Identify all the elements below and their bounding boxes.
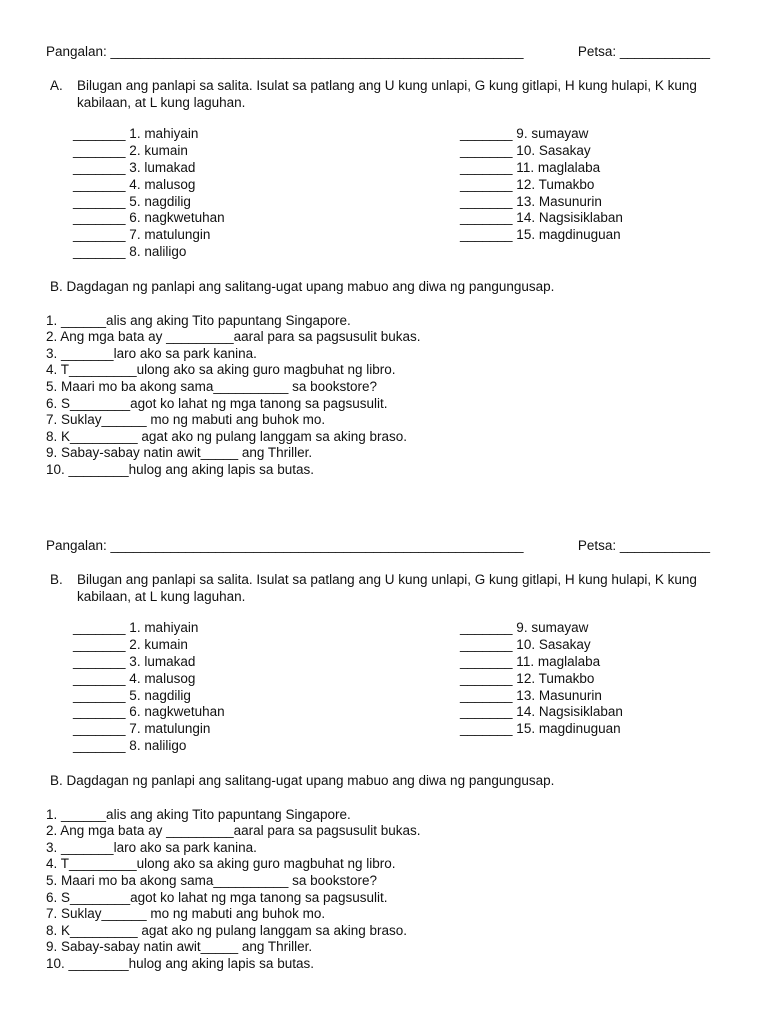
word-item: _______ 10. Sasakay bbox=[460, 637, 591, 653]
word-item: _______ 4. malusog bbox=[73, 670, 196, 686]
word-item: _______ 9. sumayaw bbox=[460, 126, 589, 142]
word-item: _______ 10. Sasakay bbox=[460, 143, 591, 159]
word-item: _______ 12. Tumakbo bbox=[460, 670, 595, 686]
word-item: _______ 7. matulungin bbox=[73, 721, 211, 737]
word-item: _______ 8. naliligo bbox=[73, 737, 187, 753]
sentence-item: 9. Sabay-sabay natin awit_____ ang Thriller. bbox=[46, 939, 313, 955]
sentence-item: 3. _______laro ako sa park kanina. bbox=[46, 345, 257, 361]
sentence-list bbox=[46, 807, 710, 973]
word-list-left bbox=[46, 620, 460, 754]
word-item: _______ 2. kumain bbox=[73, 143, 188, 159]
sentence-item: 7. Suklay______ mo ng mabuti ang buhok mo. bbox=[46, 412, 326, 428]
word-item: _______ 3. lumakad bbox=[73, 653, 196, 669]
word-item: _______ 2. kumain bbox=[73, 637, 188, 653]
part-a-letter: B. bbox=[50, 571, 63, 587]
sentence-item: 6. S________agot ko lahat ng mga tanong sa pagsusulit. bbox=[46, 889, 388, 905]
word-item: _______ 1. mahiyain bbox=[73, 620, 199, 636]
word-item: _______ 15. magdinuguan bbox=[460, 227, 621, 243]
word-item: _______ 5. nagdilig bbox=[73, 687, 191, 703]
sentence-item: 6. S________agot ko lahat ng mga tanong sa pagsusulit. bbox=[46, 395, 388, 411]
worksheet-bottom bbox=[46, 538, 710, 973]
sentence-item: 5. Maari mo ba akong sama__________ sa bookstore? bbox=[46, 872, 377, 888]
part-a-letter: A. bbox=[50, 77, 63, 93]
part-b-instruction: B. Dagdagan ng panlapi ang salitang-ugat upang mabuo ang diwa ng pangungusap. bbox=[50, 772, 555, 788]
sentence-item: 4. T_________ulong ako sa aking guro magbuhat ng libro. bbox=[46, 856, 396, 872]
part-a-text: Bilugan ang panlapi sa salita. Isulat sa patlang ang U kung unlapi, G kung gitlapi, H kung hulapi, K kung kabilaan, at L kung laguhan. bbox=[77, 571, 697, 604]
word-item: _______ 5. nagdilig bbox=[73, 193, 191, 209]
sentence-item: 10. ________hulog ang aking lapis sa butas. bbox=[46, 955, 314, 971]
name-field-label: Pangalan: _______________________________________________________ bbox=[46, 538, 524, 553]
sentence-item: 2. Ang mga bata ay _________aaral para sa pagsusulit bukas. bbox=[46, 823, 421, 839]
word-item: _______ 13. Masunurin bbox=[460, 687, 602, 703]
part-b-instruction: B. Dagdagan ng panlapi ang salitang-ugat upang mabuo ang diwa ng pangungusap. bbox=[50, 278, 555, 294]
part-a-instruction bbox=[46, 78, 710, 112]
word-item: _______ 7. matulungin bbox=[73, 227, 211, 243]
sentence-item: 8. K_________ agat ako ng pulang langgam sa aking braso. bbox=[46, 428, 408, 444]
sentence-item: 8. K_________ agat ako ng pulang langgam sa aking braso. bbox=[46, 922, 408, 938]
date-field-label: Petsa: ____________ bbox=[577, 538, 710, 553]
word-list bbox=[46, 126, 710, 260]
word-list-left bbox=[46, 126, 460, 260]
word-item: _______ 14. Nagsisiklaban bbox=[460, 704, 623, 720]
word-item: _______ 12. Tumakbo bbox=[460, 176, 595, 192]
sentence-item: 1. ______alis ang aking Tito papuntang Singapore. bbox=[46, 806, 351, 822]
word-item: _______ 1. mahiyain bbox=[73, 126, 199, 142]
worksheet-top bbox=[46, 44, 710, 479]
sentence-item: 5. Maari mo ba akong sama__________ sa bookstore? bbox=[46, 378, 377, 394]
sentence-item: 10. ________hulog ang aking lapis sa butas. bbox=[46, 461, 314, 477]
date-field-label: Petsa: ____________ bbox=[577, 44, 710, 59]
word-item: _______ 8. naliligo bbox=[73, 243, 187, 259]
word-item: _______ 15. magdinuguan bbox=[460, 721, 621, 737]
part-a-instruction bbox=[46, 572, 710, 606]
word-item: _______ 9. sumayaw bbox=[460, 620, 589, 636]
name-field-label: Pangalan: _______________________________________________________ bbox=[46, 44, 524, 59]
sentence-item: 3. _______laro ako sa park kanina. bbox=[46, 839, 257, 855]
word-item: _______ 11. maglalaba bbox=[460, 159, 601, 175]
word-item: _______ 6. nagkwetuhan bbox=[73, 210, 225, 226]
sentence-item: 1. ______alis ang aking Tito papuntang Singapore. bbox=[46, 312, 351, 328]
sentence-item: 9. Sabay-sabay natin awit_____ ang Thriller. bbox=[46, 445, 313, 461]
part-a-text: Bilugan ang panlapi sa salita. Isulat sa patlang ang U kung unlapi, G kung gitlapi, H kung hulapi, K kung kabilaan, at L kung laguhan. bbox=[77, 77, 697, 110]
word-item: _______ 11. maglalaba bbox=[460, 653, 601, 669]
word-list-right bbox=[460, 126, 710, 260]
word-list bbox=[46, 620, 710, 754]
header-row bbox=[46, 44, 710, 61]
sentence-list bbox=[46, 313, 710, 479]
sentence-item: 2. Ang mga bata ay _________aaral para sa pagsusulit bukas. bbox=[46, 329, 421, 345]
word-item: _______ 14. Nagsisiklaban bbox=[460, 210, 623, 226]
word-item: _______ 3. lumakad bbox=[73, 159, 196, 175]
header-row bbox=[46, 538, 710, 555]
word-item: _______ 6. nagkwetuhan bbox=[73, 704, 225, 720]
word-item: _______ 13. Masunurin bbox=[460, 193, 602, 209]
word-item: _______ 4. malusog bbox=[73, 176, 196, 192]
sentence-item: 7. Suklay______ mo ng mabuti ang buhok mo. bbox=[46, 906, 326, 922]
word-list-right bbox=[460, 620, 710, 754]
sentence-item: 4. T_________ulong ako sa aking guro magbuhat ng libro. bbox=[46, 362, 396, 378]
